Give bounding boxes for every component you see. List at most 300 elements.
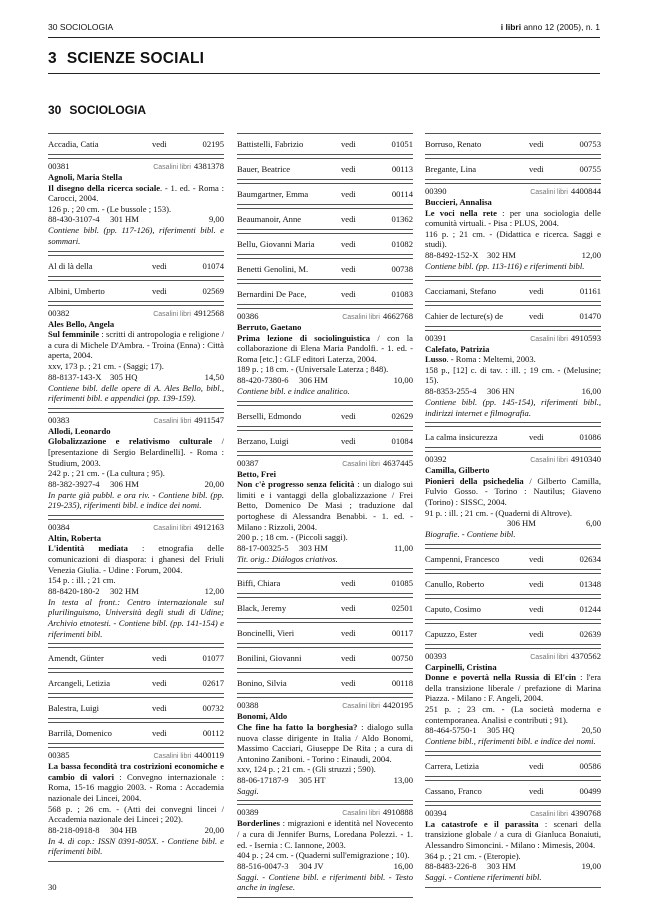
ref-author: Cacciamani, Stefano (425, 285, 497, 296)
entry-number: 00383 (48, 414, 70, 425)
ref-number: 01051 (391, 139, 413, 149)
ref-author: Berzano, Luigi (237, 435, 289, 446)
casalini-label: Casalini libri (153, 524, 191, 532)
bibliographic-entry (48, 305, 224, 409)
entry-class: 303 HM (299, 542, 328, 553)
entry-author: Bonomi, Aldo (237, 711, 288, 722)
entry-note: Saggi. - Contiene riferimenti bibl. (425, 872, 542, 883)
entry-note: Tit. orig.: Diálogos criativos. (237, 553, 338, 564)
casalini-id (342, 458, 413, 471)
cross-reference (425, 305, 601, 327)
casalini-id (530, 808, 601, 821)
chapter-heading (48, 50, 214, 68)
entry-title: Prima lezione di sociolinguistica (237, 332, 371, 343)
ref-vedi: vedi (341, 264, 356, 274)
cross-reference (237, 183, 413, 205)
ref-author: Black, Jeremy (237, 603, 287, 614)
column-1 (48, 133, 224, 865)
ref-vedi: vedi (152, 678, 167, 689)
cross-reference (237, 405, 413, 427)
entry-price: 9,00 (208, 214, 224, 225)
entry-physical: 200 p. ; 18 cm. - (Piccoli saggi). (237, 532, 348, 543)
casalini-code: 4910593 (570, 332, 601, 343)
entry-number: 00384 (48, 521, 70, 532)
entry-class: 304 HB (110, 824, 137, 835)
ref-number: 01161 (579, 285, 601, 296)
entry-price: 16,00 (581, 385, 601, 396)
casalini-label: Casalini libri (530, 335, 568, 343)
entry-price: 20,00 (204, 824, 224, 835)
ref-author: Baumgartner, Emma (237, 189, 309, 199)
bibliographic-entry (237, 697, 413, 801)
ref-author: Benetti Genolini, M. (237, 264, 309, 274)
entry-title-block (48, 761, 224, 803)
casalini-code: 4381378 (193, 161, 224, 171)
ref-number: 02569 (202, 285, 224, 296)
entry-class: 302 HM (110, 585, 139, 596)
casalini-code: 4390768 (570, 807, 601, 818)
entry-number: 00392 (425, 454, 447, 465)
ref-author: Bernardini De Pace, (237, 289, 307, 299)
ref-vedi: vedi (341, 435, 356, 446)
cross-reference (48, 647, 224, 669)
entry-isbn-line (425, 518, 601, 529)
entry-title-rest: / [presentazione di Sergio Belardinelli]. - Roma : Studium, 2003. (48, 436, 224, 468)
ref-vedi: vedi (529, 553, 544, 564)
entry-title: Che fine ha fatto la borghesia? (237, 721, 358, 732)
entry-header (48, 750, 224, 761)
entry-note: In testa al front.: Centro internazionale sul plurilinguismo, Università degli studi di Udine; Archivio etnotesti. - Contiene bibl. (pp. 141-154) e riferimenti bibl. (48, 596, 224, 639)
casalini-label: Casalini libri (342, 810, 380, 818)
ref-author: Bonilini, Giovanni (237, 653, 302, 664)
entry-note: Contiene bibl. (pp. 113-116) e riferimenti bibl. (425, 260, 585, 271)
ref-number: 00113 (391, 164, 413, 174)
entry-isbn-line (425, 250, 601, 261)
ref-vedi: vedi (152, 728, 167, 739)
entry-note: Contiene bibl. delle opere di A. Ales Bello, bibl., riferimenti bibl. e appendici (pp. 139-159). (48, 382, 224, 404)
bibliographic-entry (48, 519, 224, 644)
entry-title-block (48, 329, 224, 361)
ref-author: Capuzzo, Ester (425, 628, 478, 639)
entry-isbn: 88-06-17187-9 (237, 774, 289, 785)
entry-note: In 4. di cop.: ISSN 0391-805X. - Contiene bibl. e riferimenti bibl. (48, 835, 224, 857)
bibliographic-entry (425, 451, 601, 545)
entry-header (425, 186, 601, 197)
entry-title-rest: / Gilberto Camilla, Fulvio Gosso. - Torino : Nautilus; Giaveno (Torino) : SISSC, 2004. (425, 475, 601, 507)
entry-note: Contiene bibl. e indice analitico. (237, 385, 350, 396)
ref-number: 00499 (579, 785, 601, 796)
entry-class: 305 HQ (487, 725, 515, 736)
casalini-code: 4912163 (193, 521, 224, 532)
entry-title-block (48, 183, 224, 204)
entry-title-rest: : migrazioni e identità nel Novecento / a cura di Jennifer Burns, Loredana Polezzi. - 1. ed. - Isernia : C. Iannone, 2003. (237, 818, 413, 850)
entry-class: 306 HN (487, 385, 515, 396)
bibliographic-entry (425, 805, 601, 888)
ref-vedi: vedi (529, 760, 544, 771)
ref-vedi: vedi (529, 578, 544, 589)
entry-author: Allodi, Leonardo (48, 425, 111, 436)
entry-physical: 154 p. : ill. ; 21 cm. (48, 575, 116, 586)
ref-vedi: vedi (152, 703, 167, 714)
cross-reference (237, 258, 413, 280)
entry-title: Donne e povertà nella Russia di El'cin (425, 672, 577, 683)
ref-author: Balestra, Luigi (48, 703, 100, 714)
entry-title-rest: : un dialogo sui limiti e i vantaggi della globalizzazione / Frei Betto, Domenico De Masi ; traduzione dal portoghese di Alessandra Benabbi. - 1. ed. - Milano : Rizzoli, 2004. (237, 479, 413, 532)
ref-vedi: vedi (529, 310, 544, 321)
entry-header (48, 415, 224, 426)
entry-isbn: 88-8137-143-X (48, 371, 102, 382)
entry-title: La catastrofe e il parassita (425, 818, 539, 829)
entry-physical: 91 p. : ill. ; 21 cm. - (Quaderni di Altrove). (425, 507, 573, 518)
cross-reference (425, 623, 601, 645)
ref-author: Bauer, Beatrice (237, 164, 291, 174)
casalini-code: 4420195 (382, 700, 413, 711)
casalini-id (153, 161, 224, 174)
ref-number: 01362 (391, 214, 413, 224)
chapter-title: SCIENZE SOCIALI (66, 50, 205, 67)
entry-class: 306 HM (299, 374, 328, 385)
cross-reference (48, 697, 224, 719)
cross-reference (425, 755, 601, 777)
ref-number: 01244 (579, 603, 601, 614)
entry-isbn-line (237, 375, 413, 386)
ref-number: 00755 (579, 164, 601, 174)
ref-vedi: vedi (152, 260, 167, 271)
ref-vedi: vedi (529, 603, 544, 614)
ref-number: 00114 (391, 189, 413, 199)
ref-number: 00118 (391, 678, 413, 689)
entry-note: Contiene bibl., riferimenti bibl. e indice dei nomi. (425, 736, 596, 747)
entry-note: Biografie. - Contiene bibl. (425, 529, 516, 540)
ref-number: 01077 (202, 653, 224, 664)
entry-physical: 242 p. ; 21 cm. - (La cultura ; 95). (48, 468, 165, 479)
ref-number: 01470 (579, 310, 601, 321)
ref-number: 01348 (579, 578, 601, 589)
ref-author: Biffi, Chiara (237, 578, 281, 589)
entry-header (425, 333, 601, 344)
entry-header (48, 308, 224, 319)
ref-vedi: vedi (529, 164, 544, 174)
ref-number: 01085 (391, 578, 413, 589)
cross-reference (425, 158, 601, 180)
ref-number: 01084 (391, 435, 413, 446)
bibliographic-entry (237, 455, 413, 570)
header-section: 30 SOCIOLOGIA (48, 22, 114, 32)
subchapter-number: 30 (48, 103, 62, 117)
entry-title-block (425, 476, 601, 508)
entry-price: 19,00 (581, 861, 601, 872)
entry-isbn: 88-218-0918-8 (48, 824, 100, 835)
chapter-number: 3 (48, 50, 57, 67)
entry-number: 00386 (237, 311, 259, 321)
header-brand: i libri (500, 22, 522, 32)
entry-isbn: 88-8353-255-4 (425, 385, 477, 396)
entry-author: Berruto, Gaetano (237, 322, 302, 332)
ref-author: Bregante, Lina (425, 164, 477, 174)
ref-vedi: vedi (341, 653, 356, 664)
bibliographic-entry (237, 804, 413, 898)
entry-isbn: 88-430-3107-4 (48, 214, 100, 225)
entry-title-block (237, 333, 413, 365)
header-issue-text: anno 12 (2005), n. 1 (523, 22, 600, 32)
ref-number: 00732 (202, 703, 224, 714)
entry-isbn-line (425, 386, 601, 397)
entry-price: 11,00 (393, 542, 413, 553)
entry-header (48, 522, 224, 533)
entry-isbn: 88-420-7380-6 (237, 374, 289, 385)
casalini-id (530, 651, 601, 664)
ref-author: La calma insicurezza (425, 432, 498, 443)
entry-title-block (425, 819, 601, 851)
entry-header (425, 808, 601, 819)
column-3 (425, 133, 601, 891)
entry-physical: 126 p. ; 20 cm. - (Le bussole ; 153). (48, 203, 172, 214)
cross-reference (237, 158, 413, 180)
entry-title-rest: : scenari della transizione globale / a cura di Gianluca Bonaiuti, Alessandro Simoncini. - Milano : Mimesis, 2004. (425, 818, 601, 851)
entry-title-block (237, 479, 413, 532)
entry-price: 12,00 (204, 585, 224, 596)
entry-class: 306 HM (110, 478, 139, 489)
entry-price: 16,00 (393, 860, 413, 871)
ref-number: 00750 (391, 653, 413, 664)
entry-header (425, 651, 601, 662)
entry-class: 303 HM (487, 861, 516, 872)
entry-title-rest: . - Roma : Meltemi, 2003. (446, 354, 536, 365)
cross-reference (425, 548, 601, 570)
entry-header (48, 161, 224, 172)
casalini-label: Casalini libri (530, 189, 568, 196)
ref-author: Battistelli, Fabrizio (237, 139, 304, 149)
ref-author: Berselli, Edmondo (237, 410, 302, 421)
ref-author: Accadia, Catia (48, 139, 99, 149)
ref-vedi: vedi (529, 139, 544, 149)
entry-title: Globalizzazione e relativismo culturale (48, 436, 213, 447)
cross-reference (237, 208, 413, 230)
casalini-label: Casalini libri (530, 810, 568, 818)
entry-title: Lusso (425, 354, 447, 365)
ref-author: Borruso, Renato (425, 139, 482, 149)
ref-number: 01086 (579, 432, 601, 443)
entry-isbn: 88-17-00325-5 (237, 542, 289, 553)
entry-number: 00389 (237, 807, 259, 818)
casalini-id (342, 311, 413, 324)
ref-author: Albini, Umberto (48, 285, 105, 296)
ref-vedi: vedi (341, 289, 356, 299)
cross-reference (425, 780, 601, 802)
casalini-id (530, 186, 601, 199)
entry-isbn-line (425, 861, 601, 872)
bibliographic-entry (48, 747, 224, 862)
ref-vedi: vedi (341, 628, 356, 639)
cross-reference (237, 647, 413, 669)
entry-isbn: 88-8483-226-8 (425, 861, 477, 872)
entry-note: Contiene bibl. (pp. 117-126), riferimenti bibl. e sommari. (48, 225, 224, 246)
cross-reference (237, 283, 413, 305)
cross-reference (237, 133, 413, 155)
page-number: 30 (48, 882, 57, 892)
entry-title: Sul femminile (48, 329, 100, 340)
entry-title-rest: : etnografia delle comunicazioni di diaspora: i ghanesi del Friuli Venezia Giulia. - Udine : Forum, 2004. (48, 543, 224, 575)
ref-number: 02617 (202, 678, 224, 689)
entry-physical: 189 p. ; 18 cm. - (Universale Laterza ; 848). (237, 364, 389, 375)
ref-author: Bellu, Giovanni Maria (237, 239, 315, 249)
entry-class: 301 HM (110, 214, 139, 225)
ref-vedi: vedi (341, 239, 356, 249)
ref-vedi: vedi (341, 139, 356, 149)
casalini-label: Casalini libri (530, 457, 568, 465)
casalini-label: Casalini libri (153, 753, 192, 761)
ref-author: Beaumanoir, Anne (237, 214, 302, 224)
casalini-id (154, 415, 225, 428)
entry-title-block (425, 672, 601, 704)
entry-number: 00390 (425, 186, 447, 196)
entry-title-block (48, 543, 224, 575)
casalini-id (342, 807, 413, 820)
casalini-label: Casalini libri (530, 653, 568, 661)
bibliographic-entry (48, 158, 224, 252)
entry-price: 20,50 (581, 725, 601, 736)
ref-vedi: vedi (341, 410, 356, 421)
entry-title: Borderlines (237, 818, 280, 829)
cross-reference (48, 672, 224, 694)
entry-isbn: 88-8492-152-X (425, 249, 479, 260)
cross-reference (425, 280, 601, 302)
ref-vedi: vedi (341, 603, 356, 614)
casalini-code: 4637445 (382, 457, 413, 468)
casalini-label: Casalini libri (153, 164, 191, 171)
chapter-rule (48, 73, 600, 74)
entry-title-rest: : scritti di antropologia e religione / a cura di Michele D'Ambra. - Troina (Enna) : Città aperta, 2004. (48, 329, 224, 361)
ref-vedi: vedi (529, 628, 544, 639)
entry-title-block (237, 722, 413, 764)
cross-reference (425, 573, 601, 595)
ref-author: Canullo, Roberto (425, 578, 485, 589)
entry-title: La bassa fecondità tra costrizioni economiche e cambio di valori (48, 761, 224, 782)
entry-number: 00391 (425, 332, 447, 343)
cross-reference (425, 598, 601, 620)
ref-vedi: vedi (152, 285, 167, 296)
ref-vedi: vedi (529, 432, 544, 443)
ref-number: 02501 (391, 603, 413, 614)
ref-number: 00753 (579, 139, 601, 149)
ref-author: Barrilà, Domenico (48, 728, 112, 739)
entry-note: Saggi. - Contiene bibl. e riferimenti bibl. - Testo anche in inglese. (237, 871, 413, 893)
ref-vedi: vedi (152, 139, 167, 149)
cross-reference (237, 572, 413, 594)
entry-physical: 158 p., [12] c. di tav. : ill. ; 19 cm. - (Melusine; 15). (425, 364, 601, 386)
entry-isbn: 88-382-3927-4 (48, 478, 100, 489)
entry-number: 00387 (237, 457, 259, 468)
entry-title-rest: . - 1. ed. - Roma : Carocci, 2004. (48, 182, 224, 204)
ref-vedi: vedi (341, 678, 356, 689)
header-issue (501, 22, 600, 32)
entry-class: 306 HM (507, 518, 536, 529)
entry-number: 00393 (425, 650, 447, 661)
ref-author: Arcangeli, Letizia (48, 678, 111, 689)
entry-isbn-line (237, 543, 413, 554)
entry-title-block (425, 354, 601, 365)
casalini-code: 4662768 (382, 311, 413, 321)
entry-author: Agnoli, Maria Stella (48, 172, 123, 182)
entry-note: Contiene bibl. (pp. 145-154), riferimenti bibl., indirizzi internet e filmografia. (425, 396, 601, 418)
entry-title-rest: : l'era della transizione liberale / prefazione di Marina Piazza. - Milano : F. Angeli, 2004. (425, 672, 601, 704)
ref-number: 02195 (202, 139, 224, 149)
entry-isbn-line (48, 825, 224, 836)
entry-price: 6,00 (585, 518, 601, 529)
cross-reference (237, 672, 413, 694)
ref-author: Al di là della (48, 260, 93, 271)
entry-isbn-line (237, 775, 413, 786)
ref-number: 00738 (391, 264, 413, 274)
entry-class: 305 HT (299, 774, 326, 785)
cross-reference (48, 255, 224, 277)
entry-author: Calefato, Patrizia (425, 343, 490, 354)
ref-author: Carrera, Letizia (425, 760, 479, 771)
entry-title-rest: : per una sociologia delle comunità virtuali. - Pisa : PLUS, 2004. (425, 207, 601, 229)
entry-author: Carpinelli, Cristina (425, 661, 497, 672)
entry-author: Altin, Roberta (48, 532, 101, 543)
ref-vedi: vedi (529, 285, 544, 296)
entry-physical: 251 p. ; 23 cm. - (La società moderna e contemporanea. Analisi e contributi ; 91). (425, 704, 601, 725)
ref-author: Cahier de lecture(s) de (425, 310, 504, 321)
casalini-label: Casalini libri (153, 310, 191, 318)
cross-reference (237, 622, 413, 644)
casalini-code: 4912568 (193, 307, 224, 318)
entry-isbn: 88-8420-180-2 (48, 585, 100, 596)
entry-title-block (237, 818, 413, 850)
ref-author: Caputo, Cosimo (425, 603, 481, 614)
entry-title: Il disegno della ricerca sociale (48, 182, 161, 193)
entry-isbn-line (48, 586, 224, 597)
entry-isbn-line (425, 725, 601, 736)
entry-price: 20,00 (204, 478, 224, 489)
entry-physical: 116 p. ; 21 cm. - (Didattica e ricerca. Saggi e studi). (425, 228, 601, 250)
casalini-id (153, 308, 224, 321)
casalini-code: 4400844 (570, 186, 601, 196)
entry-number: 00388 (237, 700, 259, 711)
ref-vedi: vedi (152, 653, 167, 664)
casalini-code: 4911547 (194, 414, 224, 425)
ref-number: 00112 (202, 728, 224, 739)
casalini-code: 4400119 (194, 750, 224, 761)
entry-title: Non c'è progresso senza felicità (237, 479, 355, 490)
entry-price: 14,50 (204, 371, 224, 382)
cross-reference (425, 426, 601, 448)
casalini-label: Casalini libri (153, 417, 192, 425)
entry-author: Buccieri, Annalisa (425, 197, 492, 207)
ref-number: 01074 (202, 260, 224, 271)
casalini-id (153, 522, 224, 535)
ref-number: 00117 (391, 628, 413, 639)
casalini-code: 4910888 (382, 807, 413, 818)
entry-physical: xxv, 173 p. ; 21 cm. - (Saggi; 17). (48, 360, 164, 371)
entry-physical: 364 p. ; 21 cm. - (Eteropie). (425, 850, 521, 861)
entry-header (425, 454, 601, 465)
cross-reference (237, 233, 413, 255)
column-2 (237, 133, 413, 901)
ref-number: 00586 (579, 760, 601, 771)
ref-vedi: vedi (341, 189, 356, 199)
casalini-code: 4370562 (570, 650, 601, 661)
entry-title-block (48, 436, 224, 468)
entry-physical: 568 p. ; 26 cm. - (Atti dei convegni lincei / Accademia nazionale dei Lincei ; 202). (48, 803, 224, 825)
entry-isbn-line (48, 479, 224, 490)
subchapter-title: SOCIOLOGIA (69, 103, 147, 117)
entry-isbn: 88-464-5750-1 (425, 725, 477, 736)
casalini-id (530, 454, 601, 467)
bibliographic-entry (425, 330, 601, 424)
header-rule (48, 37, 600, 38)
